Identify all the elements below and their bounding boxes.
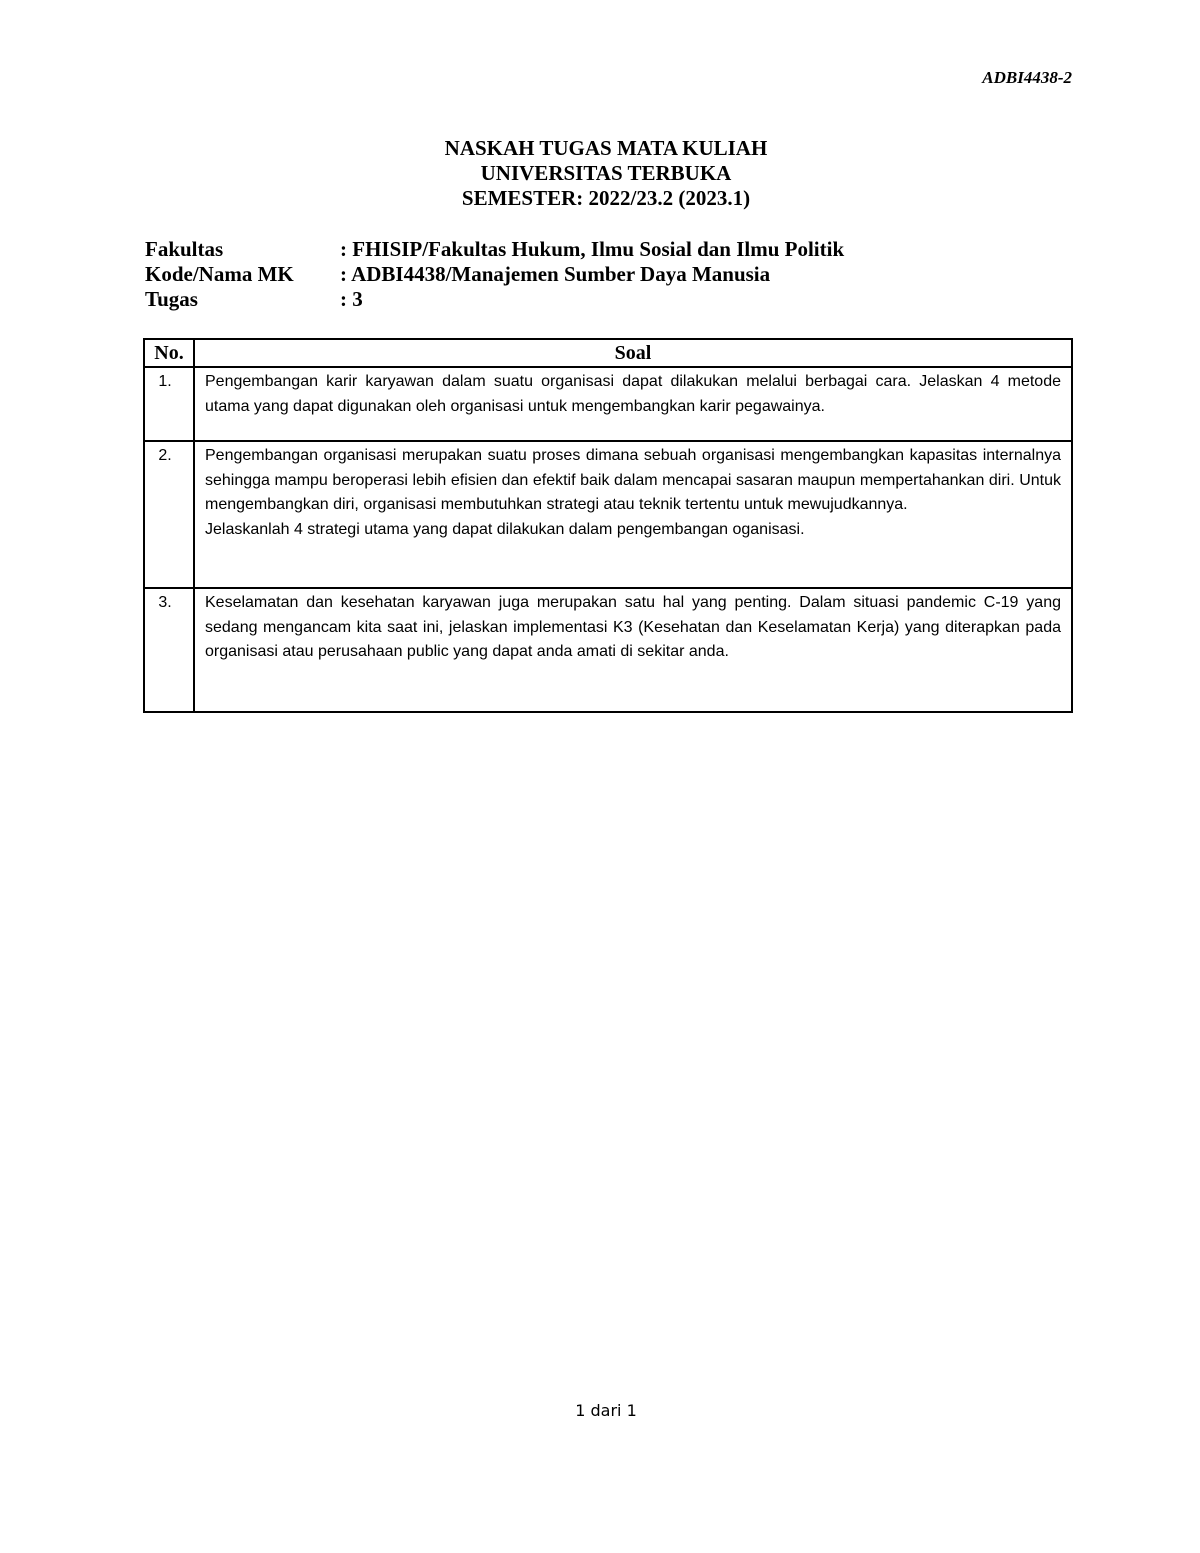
- question-paragraph: Pengembangan organisasi merupakan suatu proses dimana sebuah organisasi mengembangkan kapasitas internalnya sehingga mampu beroperasi lebih efisien dan efektif baik dalam mencapai sasaran maupun mempertahankan diri. Untuk mengembangkan diri, organisasi membutuhkan strategi atau teknik tertentu untuk mewujudkannya.: [205, 447, 1061, 513]
- kode-label: Kode/Nama MK: [145, 262, 294, 286]
- tugas-value: : 3: [340, 287, 363, 311]
- document-title: [0, 136, 1200, 211]
- kode-row: [145, 262, 844, 287]
- kode-value: : ADBI4438/Manajemen Sumber Daya Manusia: [340, 262, 771, 286]
- header-soal: Soal: [194, 339, 1072, 367]
- questions-table: [143, 338, 1073, 713]
- question-number: 1.: [144, 367, 194, 441]
- document-code: ADBI4438-2: [982, 68, 1072, 87]
- course-info: [145, 237, 844, 312]
- question-text: [194, 588, 1072, 712]
- table-row: [144, 367, 1072, 441]
- header-no: No.: [144, 339, 194, 367]
- question-paragraph: Pengembangan karir karyawan dalam suatu organisasi dapat dilakukan melalui berbagai cara. Jelaskan 4 metode utama yang dapat digunakan oleh organisasi untuk mengembangkan karir pegawainya.: [205, 373, 1061, 415]
- title-line-1: NASKAH TUGAS MATA KULIAH: [444, 136, 768, 160]
- table-row: [144, 588, 1072, 712]
- table-row: [144, 441, 1072, 588]
- question-number: 2.: [144, 441, 194, 588]
- title-line-2: UNIVERSITAS TERBUKA: [480, 161, 732, 185]
- fakultas-label: Fakultas: [145, 237, 224, 261]
- fakultas-value: : FHISIP/Fakultas Hukum, Ilmu Sosial dan Ilmu Politik: [340, 237, 845, 261]
- table-header-row: [144, 339, 1072, 367]
- question-paragraph: Keselamatan dan kesehatan karyawan juga merupakan satu hal yang penting. Dalam situasi pandemic C-19 yang sedang mengancam kita saat ini, jelaskan implementasi K3 (Kesehatan dan Keselamatan Kerja) yang diterapkan pada organisasi atau perusahaan public yang dapat anda amati di sekitar anda.: [205, 594, 1061, 660]
- question-number: 3.: [144, 588, 194, 712]
- question-paragraph: Jelaskanlah 4 strategi utama yang dapat dilakukan dalam pengembangan oganisasi.: [205, 520, 805, 538]
- fakultas-row: [145, 237, 844, 262]
- tugas-row: [145, 287, 844, 312]
- question-text: [194, 367, 1072, 441]
- title-line-3: SEMESTER: 2022/23.2 (2023.1): [461, 186, 751, 210]
- tugas-label: Tugas: [145, 287, 198, 311]
- page-number: 1 dari 1: [575, 1401, 637, 1420]
- question-text: [194, 441, 1072, 588]
